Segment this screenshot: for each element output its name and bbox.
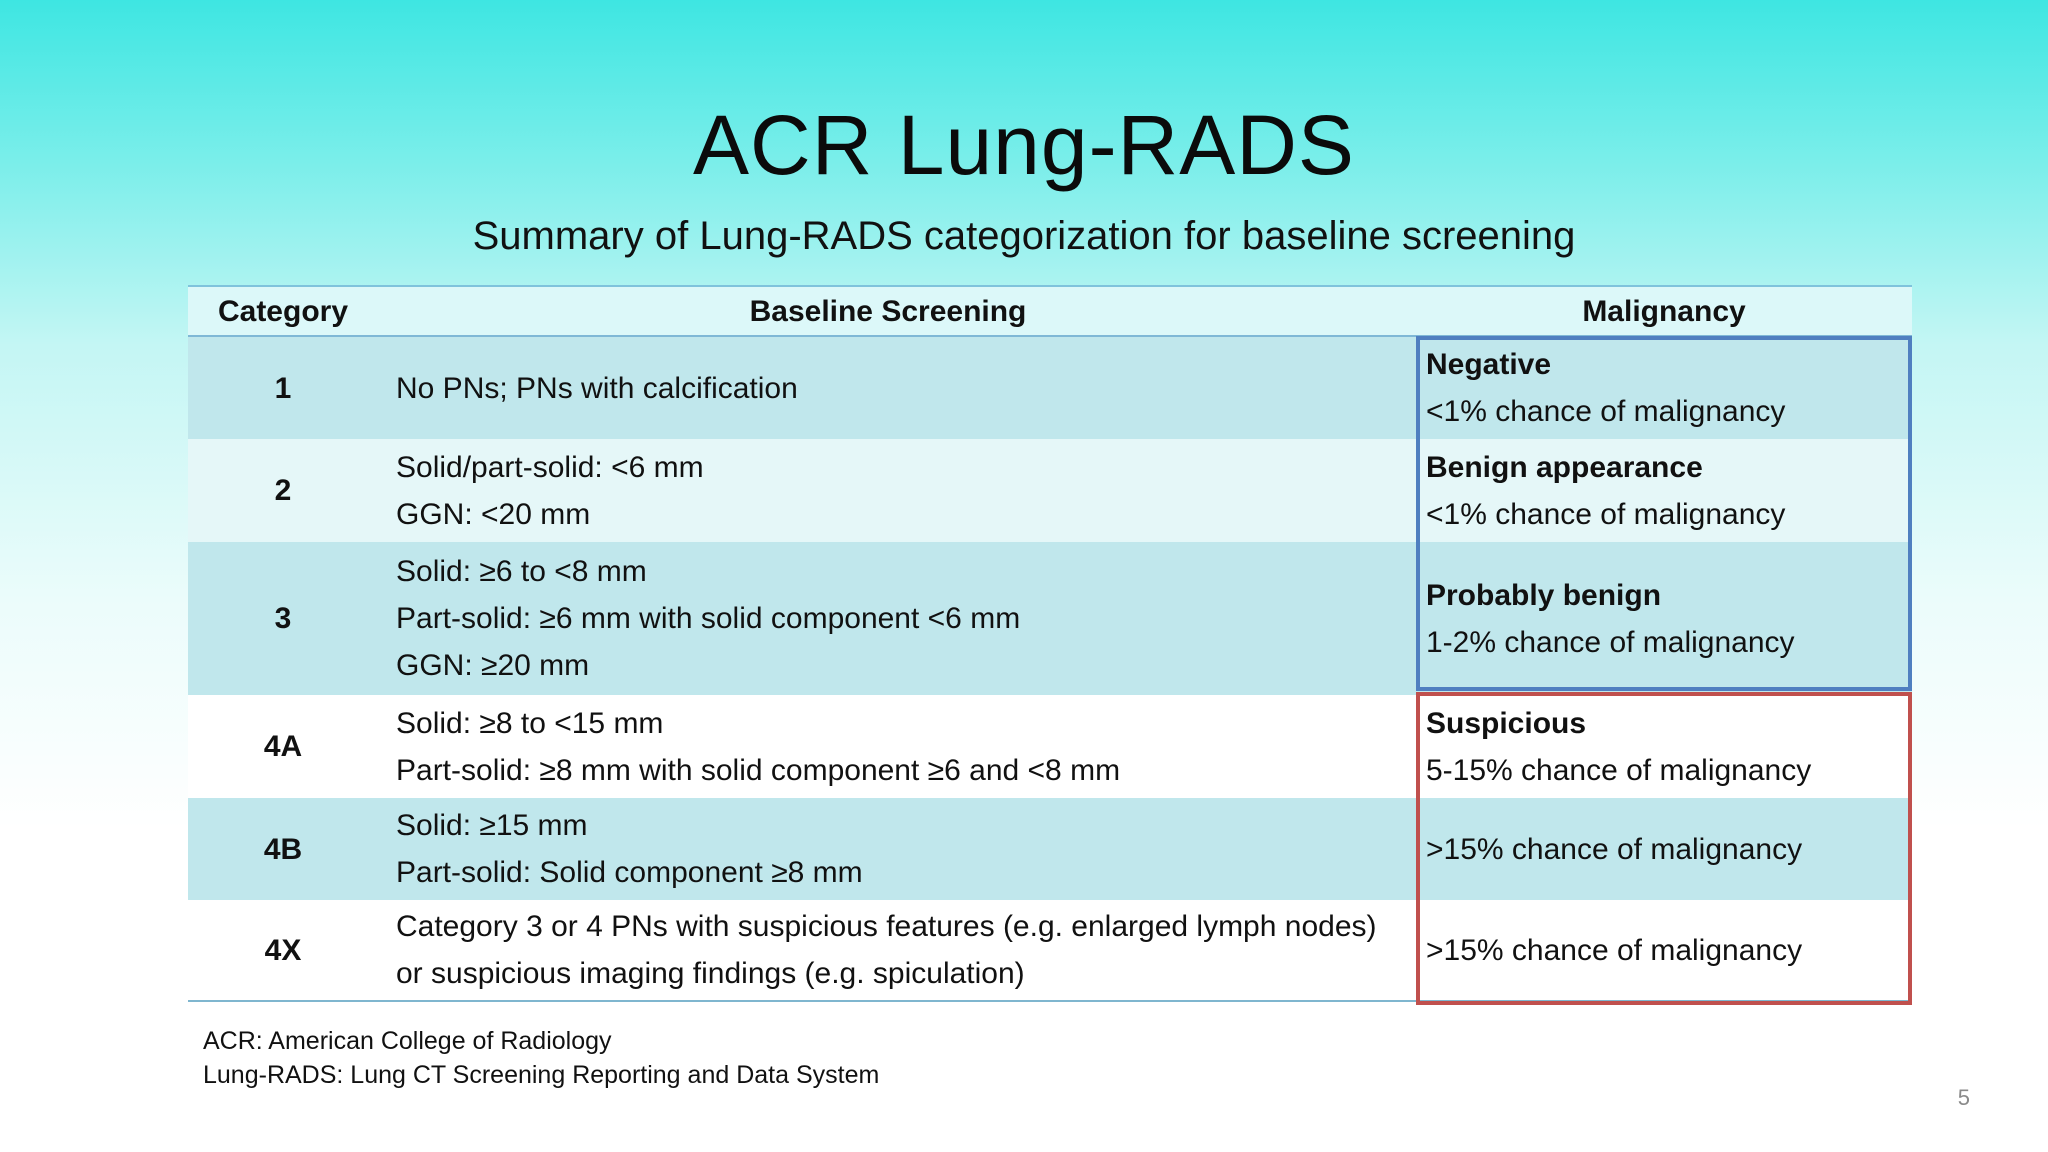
category-cell: 4B <box>263 832 303 866</box>
baseline-line: Solid: ≥6 to <8 mm <box>396 555 647 588</box>
malignancy-title: Negative <box>1426 348 1552 381</box>
malignancy-title: Benign appearance <box>1426 450 1703 484</box>
footnote-acr: ACR: American College of Radiology <box>203 1027 612 1055</box>
category-cell: 1 <box>274 371 292 405</box>
baseline-line: Solid/part-solid: <6 mm <box>396 450 704 484</box>
baseline-line: GGN: ≥20 mm <box>396 649 590 682</box>
page-number: 5 <box>1957 1085 1970 1110</box>
low-risk-highlight-box <box>1416 336 1912 691</box>
slide-title: ACR Lung-RADS <box>693 98 1355 192</box>
malignancy-text: >15% chance of malignancy <box>1426 832 1803 866</box>
malignancy-title: Probably benign <box>1426 578 1662 612</box>
category-cell: 4X <box>264 933 302 967</box>
baseline-cell <box>378 900 1396 1000</box>
high-risk-highlight-box <box>1416 692 1912 1005</box>
header-baseline-screening: Baseline Screening <box>749 295 1027 328</box>
malignancy-text: >15% chance of malignancy <box>1426 933 1803 967</box>
table-header <box>188 287 1912 337</box>
category-cell: 4A <box>263 730 303 763</box>
slide-subtitle: Summary of Lung-RADS categorization for baseline screening <box>472 214 1576 258</box>
baseline-line: Part-solid: Solid component ≥8 mm <box>396 856 863 889</box>
baseline-line: Category 3 or 4 PNs with suspicious features (e.g. enlarged lymph nodes) <box>396 910 1377 943</box>
baseline-cell <box>378 542 1396 695</box>
baseline-line: Part-solid: ≥6 mm with solid component <6 mm <box>396 602 1021 635</box>
malignancy-text: 5-15% chance of malignancy <box>1426 753 1812 787</box>
malignancy-text: <1% chance of malignancy <box>1426 497 1786 531</box>
baseline-line: No PNs; PNs with calcification <box>396 371 798 405</box>
baseline-line: GGN: <20 mm <box>396 497 591 531</box>
footnote-lung-rads: Lung-RADS: Lung CT Screening Reporting and Data System <box>203 1061 880 1089</box>
footnotes <box>203 1024 879 1092</box>
baseline-line: Part-solid: ≥8 mm with solid component ≥6 and <8 mm <box>396 753 1121 787</box>
baseline-line: or suspicious imaging findings (e.g. spiculation) <box>396 957 1025 990</box>
malignancy-text: <1% chance of malignancy <box>1426 395 1786 428</box>
header-category: Category <box>217 295 349 328</box>
category-cell: 3 <box>274 602 292 635</box>
baseline-line: Solid: ≥8 to <15 mm <box>396 706 664 740</box>
category-cell: 2 <box>274 474 292 507</box>
header-malignancy: Malignancy <box>1582 295 1746 328</box>
malignancy-text: 1-2% chance of malignancy <box>1426 625 1795 659</box>
baseline-cell <box>378 798 1396 900</box>
baseline-cell <box>378 695 1396 798</box>
malignancy-title: Suspicious <box>1426 706 1587 740</box>
baseline-cell <box>378 439 1396 542</box>
baseline-cell <box>378 337 1396 439</box>
baseline-line: Solid: ≥15 mm <box>396 809 588 842</box>
